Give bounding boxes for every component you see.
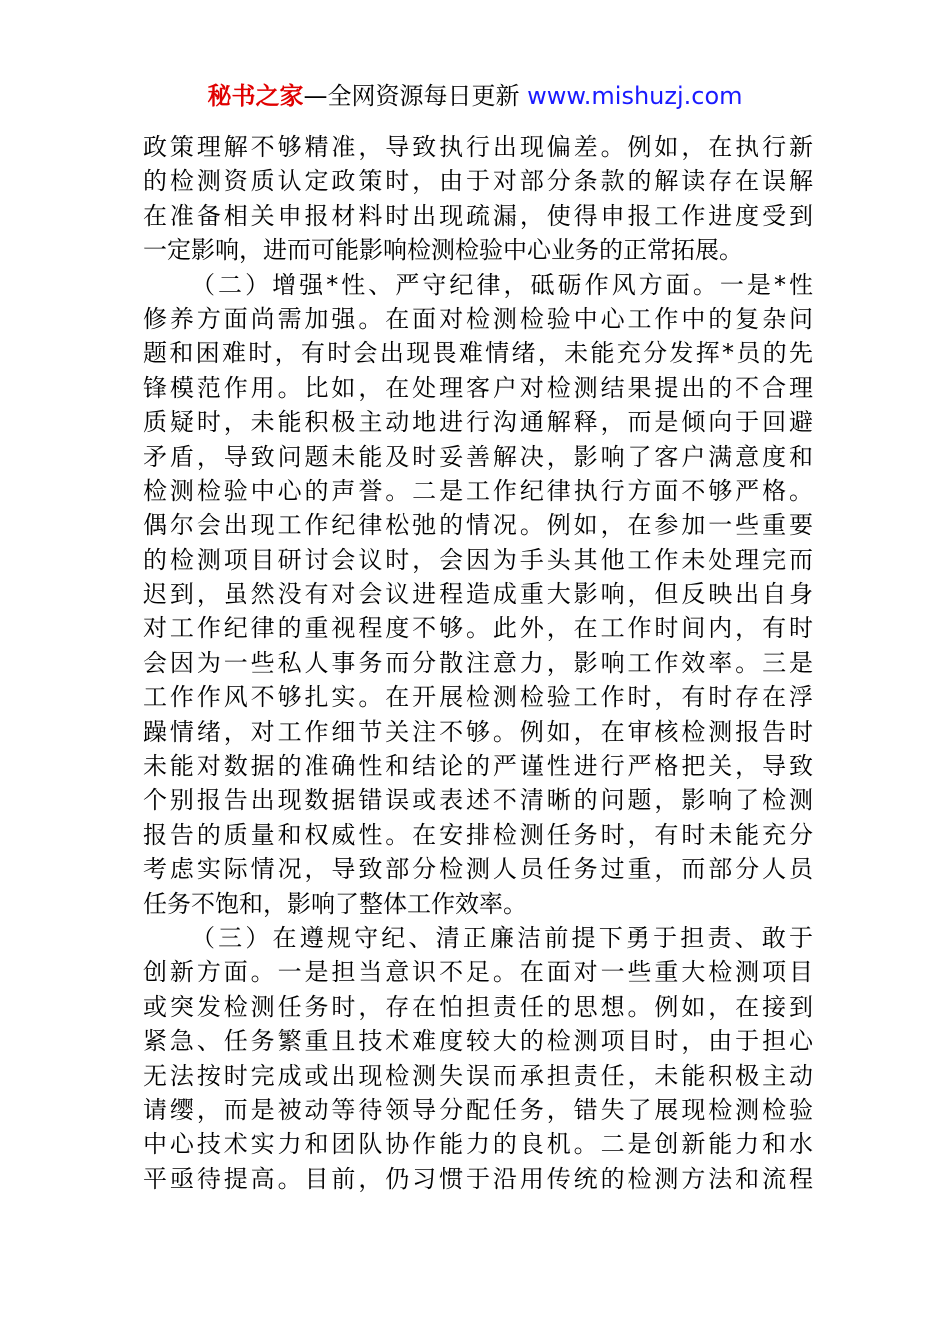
paragraph-line: 政策理解不够精准，导致执行出现偏差。例如，在执行新 — [143, 133, 813, 161]
paragraph-line: 检测检验中心的声誉。二是工作纪律执行方面不够严格。 — [143, 476, 813, 505]
paragraph-line: 无法按时完成或出现检测失误而承担责任，未能积极主动 — [143, 1061, 813, 1090]
paragraph-line: 会因为一些私人事务而分散注意力，影响工作效率。三是 — [143, 648, 813, 677]
paragraph-line: 题和困难时，有时会出现畏难情绪，未能充分发挥*员的先 — [143, 339, 813, 368]
paragraph-line: 未能对数据的准确性和结论的严谨性进行严格把关，导致 — [143, 752, 813, 781]
paragraph-line: 请缨，而是被动等待领导分配任务，错失了展现检测检验 — [143, 1095, 813, 1124]
paragraph-line: 报告的质量和权威性。在安排检测任务时，有时未能充分 — [143, 820, 813, 849]
paragraph-line: 创新方面。一是担当意识不足。在面对一些重大检测项目 — [143, 958, 813, 987]
paragraph-line: 的检测项目研讨会议时，会因为手头其他工作未处理完而 — [143, 545, 813, 574]
paragraph-line: 在准备相关申报材料时出现疏漏，使得申报工作进度受到 — [143, 201, 813, 230]
paragraph-line: 质疑时，未能积极主动地进行沟通解释，而是倾向于回避 — [143, 408, 813, 437]
paragraph-line: 任务不饱和，影响了整体工作效率。 — [143, 889, 527, 918]
paragraph-line: （三）在遵规守纪、清正廉洁前提下勇于担责、敢于 — [191, 923, 813, 952]
paragraph — [143, 268, 813, 921]
site-brand: 秘书之家 — [207, 82, 304, 110]
paragraph-line: 对工作纪律的重视程度不够。此外，在工作时间内，有时 — [143, 614, 813, 643]
paragraph-line: 修养方面尚需加强。在面对检测检验中心工作中的复杂问 — [143, 304, 813, 333]
paragraph-line: 平亟待提高。目前，仍习惯于沿用传统的检测方法和流程 — [143, 1164, 813, 1193]
paragraph — [143, 130, 813, 268]
paragraph-line: （二）增强*性、严守纪律，砥砺作风方面。一是*性 — [191, 270, 813, 299]
paragraph-line: 躁情绪，对工作细节关注不够。例如，在审核检测报告时 — [143, 717, 813, 746]
paragraph-line: 中心技术实力和团队协作能力的良机。二是创新能力和水 — [143, 1130, 813, 1159]
paragraph-line: 锋模范作用。比如，在处理客户对检测结果提出的不合理 — [143, 373, 813, 402]
site-header — [0, 80, 950, 112]
paragraph — [143, 921, 813, 1196]
paragraph-line: 或突发检测任务时，存在怕担责任的思想。例如，在接到 — [143, 992, 813, 1021]
paragraph-line: 考虑实际情况，导致部分检测人员任务过重，而部分人员 — [143, 855, 813, 884]
paragraph-line: 的检测资质认定政策时，由于对部分条款的解读存在误解 — [143, 167, 813, 196]
paragraph-line: 偶尔会出现工作纪律松弛的情况。例如，在参加一些重要 — [143, 511, 813, 540]
site-tagline: —全网资源每日更新 — [303, 82, 528, 110]
document-body — [143, 130, 813, 1196]
paragraph-line: 迟到，虽然没有对会议进程造成重大影响，但反映出自身 — [143, 580, 813, 609]
site-url-link[interactable]: www.mishuzj.com — [527, 82, 743, 110]
paragraph-line: 紧急、任务繁重且技术难度较大的检测项目时，由于担心 — [143, 1027, 813, 1056]
paragraph-line: 一定影响，进而可能影响检测检验中心业务的正常拓展。 — [143, 236, 743, 265]
paragraph-line: 工作作风不够扎实。在开展检测检验工作时，有时存在浮 — [143, 683, 813, 712]
paragraph-line: 矛盾，导致问题未能及时妥善解决，影响了客户满意度和 — [143, 442, 813, 471]
paragraph-line: 个别报告出现数据错误或表述不清晰的问题，影响了检测 — [143, 786, 813, 815]
